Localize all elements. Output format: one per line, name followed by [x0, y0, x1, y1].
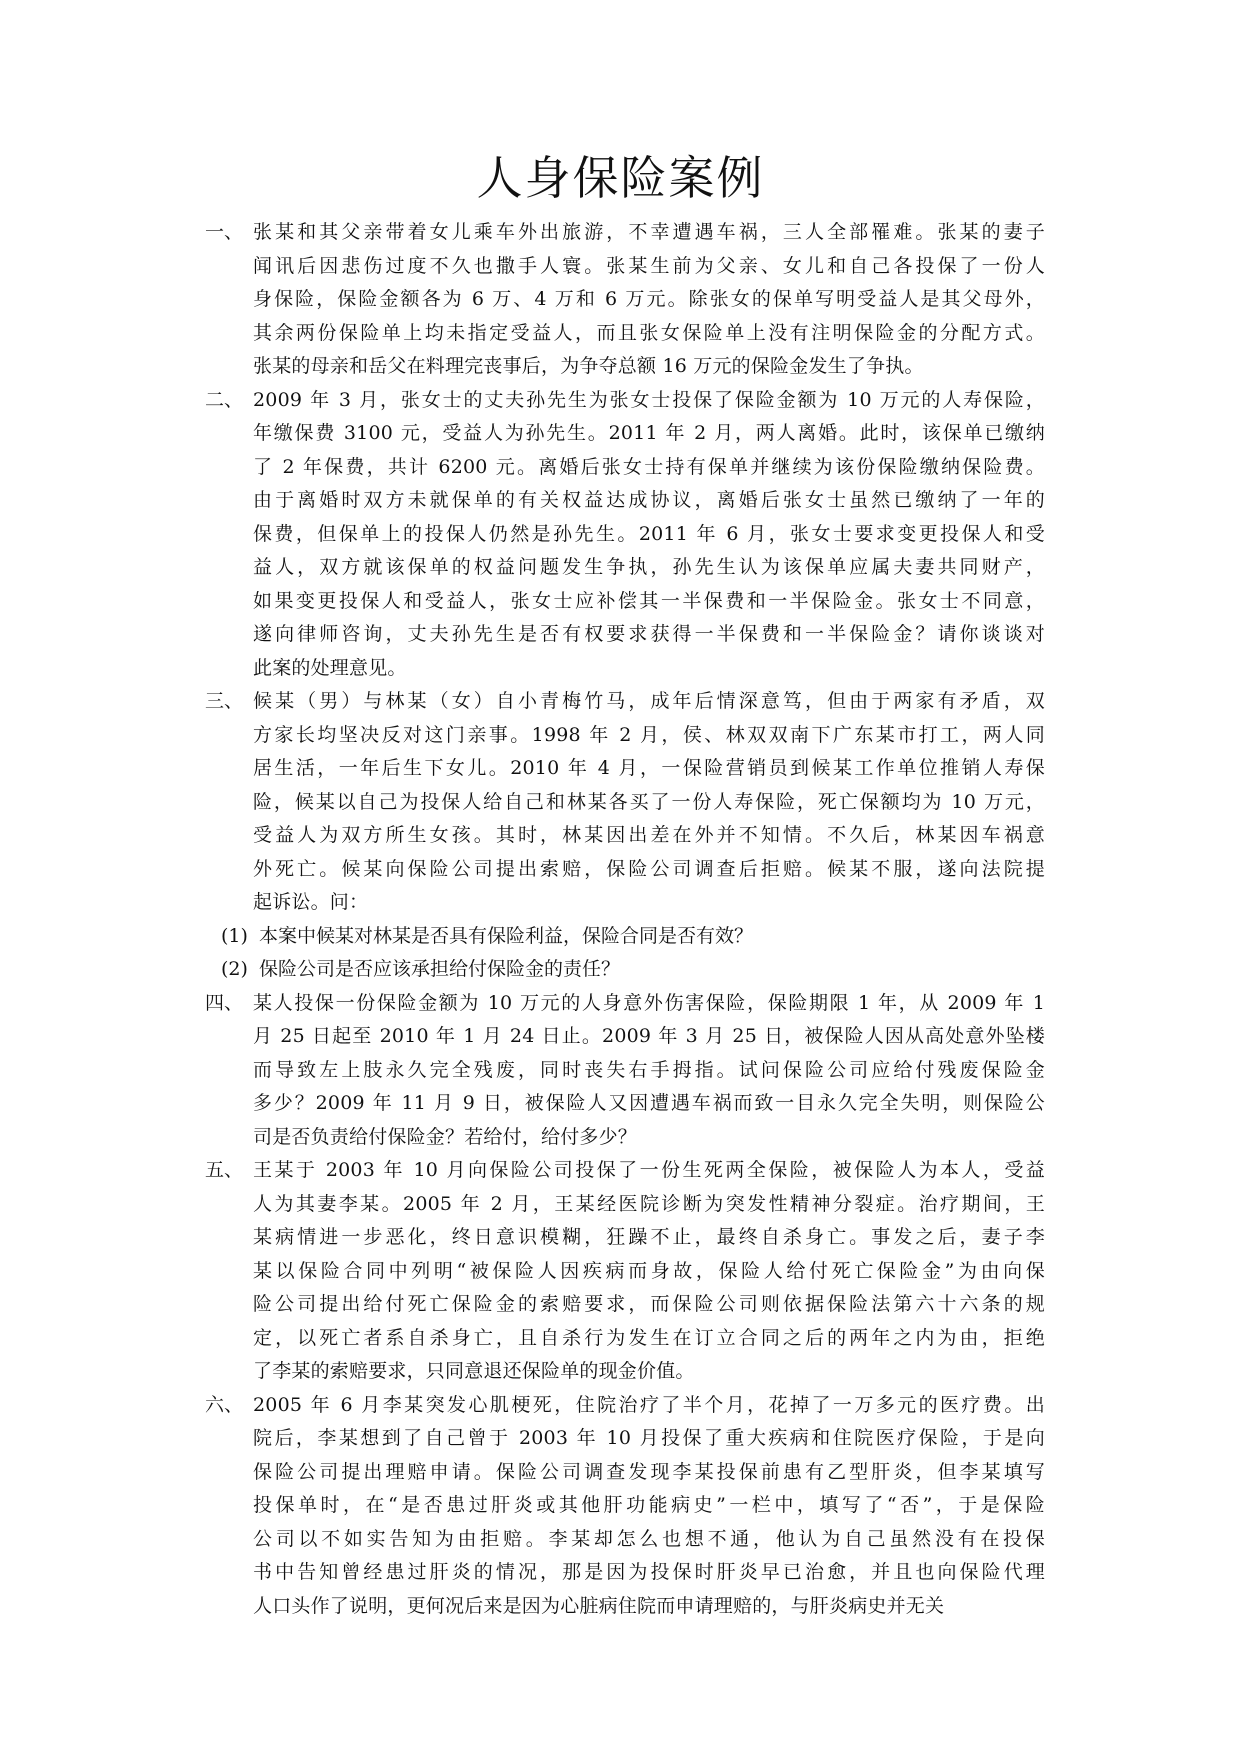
paragraph-line: 益人，双方就该保单的权益问题发生争执，孙先生认为该保单应属夫妻共同财产，	[253, 556, 1045, 578]
document-title: 人身保险案例	[476, 151, 765, 205]
question-number: (2)	[221, 958, 248, 980]
case-number: 一、	[205, 221, 244, 243]
case-number: 五、	[205, 1159, 244, 1181]
paragraph-line: 某病情进一步恶化，终日意识模糊，狂躁不止，最终自杀身亡。事发之后，妻子李	[253, 1226, 1045, 1248]
paragraph-line: 此案的处理意见。	[253, 656, 407, 679]
question-item	[205, 953, 1045, 987]
case-number: 六、	[205, 1393, 244, 1416]
paragraph-line: 如果变更投保人和受益人，张女士应补偿其一半保费和一半保险金。张女士不同意，	[253, 589, 1045, 612]
paragraph-line: 外死亡。候某向保险公司提出索赔，保险公司调查后拒赔。候某不服，遂向法院提	[253, 857, 1045, 880]
case-number: 三、	[205, 690, 244, 712]
paragraph-line: 某人投保一份保险金额为 10 万元的人身意外伤害保险，保险期限 1 年，从 2009 年 1	[253, 991, 1045, 1014]
paragraph-line: 受益人为双方所生女孩。其时，林某因出差在外并不知情。不久后，林某因车祸意	[253, 824, 1045, 846]
case-item	[205, 987, 1045, 1155]
question-number: (1)	[221, 924, 248, 947]
paragraph-line: 张某的母亲和岳父在料理完丧事后，为争夺总额 16 万元的保险金发生了争执。	[253, 355, 924, 377]
case-item	[205, 1154, 1045, 1389]
paragraph-line: 院后，李某想到了自己曾于 2003 年 10 月投保了重大疾病和住院医疗保险，于是向	[253, 1427, 1045, 1449]
question-item	[205, 920, 1045, 954]
paragraph-line: 年缴保费 3100 元，受益人为孙先生。2011 年 2 月，两人离婚。此时，该保单已缴纳	[253, 422, 1045, 444]
case-item	[205, 216, 1045, 384]
paragraph-line: 2009 年 3 月，张女士的丈夫孙先生为张女士投保了保险金额为 10 万元的人寿保险，	[253, 388, 1045, 411]
paragraph-line: 而导致左上肢永久完全残废，同时丧失右手拇指。试问保险公司应给付残废保险金	[253, 1058, 1045, 1081]
paragraph-line: 险，候某以自己为投保人给自己和林某各买了一份人寿保险，死亡保额均为 10 万元，	[253, 790, 1045, 813]
paragraph-line: 司是否负责给付保险金？若给付，给付多少？	[253, 1125, 638, 1148]
paragraph-line: 候某（男）与林某（女）自小青梅竹马，成年后情深意笃，但由于两家有矛盾，双	[253, 690, 1045, 712]
paragraph-line: 居生活，一年后生下女儿。2010 年 4 月，一保险营销员到候某工作单位推销人寿保	[253, 757, 1045, 779]
paragraph-line: 险公司提出给付死亡保险金的索赔要求，而保险公司则依据保险法第六十六条的规	[253, 1293, 1045, 1315]
case-item	[205, 384, 1045, 686]
question-text: 保险公司是否应该承担给付保险金的责任？	[259, 958, 621, 980]
paragraph-line: 2005 年 6 月李某突发心肌梗死，住院治疗了半个月，花掉了一万多元的医疗费。出	[253, 1393, 1045, 1416]
paragraph-line: 月 25 日起至 2010 年 1 月 24 日止。2009 年 3 月 25 日，被保险人因从高处意外坠楼	[253, 1025, 1045, 1047]
paragraph-line: 书中告知曾经患过肝炎的情况，那是因为投保时肝炎早已治愈，并且也向保险代理	[253, 1561, 1045, 1583]
case-item	[205, 1389, 1045, 1624]
case-item	[205, 685, 1045, 920]
document-body	[205, 216, 1045, 1623]
paragraph-line: 起诉讼。问：	[253, 891, 369, 913]
paragraph-line: 多少？2009 年 11 月 9 日，被保险人又因遭遇车祸而致一目永久完全失明，则保险公	[253, 1092, 1045, 1114]
case-number: 四、	[205, 991, 244, 1014]
paragraph-line: 遂向律师咨询，丈夫孙先生是否有权要求获得一半保费和一半保险金？请你谈谈对	[253, 623, 1045, 645]
question-text: 本案中候某对林某是否具有保险利益，保险合同是否有效？	[259, 924, 754, 947]
paragraph-line: 身保险，保险金额各为 6 万、4 万和 6 万元。除张女的保单写明受益人是其父母外，	[253, 288, 1045, 310]
paragraph-line: 公司以不如实告知为由拒赔。李某却怎么也想不通，他认为自己虽然没有在投保	[253, 1527, 1045, 1550]
case-number: 二、	[205, 388, 244, 411]
paragraph-line: 人口头作了说明，更何况后来是因为心脏病住院而申请理赔的，与肝炎病史并无关	[253, 1594, 945, 1617]
paragraph-line: 了 2 年保费，共计 6200 元。离婚后张女士持有保单并继续为该份保险缴纳保险费。	[253, 455, 1045, 478]
paragraph-line: 方家长均坚决反对这门亲事。1998 年 2 月，侯、林双双南下广东某市打工，两人同	[253, 723, 1045, 746]
paragraph-line: 张某和其父亲带着女儿乘车外出旅游，不幸遭遇车祸，三人全部罹难。张某的妻子	[253, 221, 1045, 243]
paragraph-line: 保险公司提出理赔申请。保险公司调查发现李某投保前患有乙型肝炎，但李某填写	[253, 1460, 1045, 1483]
paragraph-line: 定，以死亡者系自杀身亡，且自杀行为发生在订立合同之后的两年之内为由，拒绝	[253, 1326, 1045, 1349]
paragraph-line: 人为其妻李某。2005 年 2 月，王某经医院诊断为突发性精神分裂症。治疗期间，王	[253, 1192, 1045, 1215]
paragraph-line: 某以保险合同中列明“被保险人因疾病而身故，保险人给付死亡保险金”为由向保	[253, 1259, 1045, 1282]
paragraph-line: 保费，但保单上的投保人仍然是孙先生。2011 年 6 月，张女士要求变更投保人和受	[253, 522, 1045, 545]
paragraph-line: 了李某的索赔要求，只同意退还保险单的现金价值。	[253, 1360, 695, 1382]
paragraph-line: 闻讯后因悲伤过度不久也撒手人寰。张某生前为父亲、女儿和自己各投保了一份人	[253, 254, 1045, 277]
paragraph-line: 投保单时，在“是否患过肝炎或其他肝功能病史”一栏中，填写了“否”，于是保险	[253, 1494, 1045, 1516]
paragraph-line: 由于离婚时双方未就保单的有关权益达成协议，离婚后张女士虽然已缴纳了一年的	[253, 489, 1045, 511]
paragraph-line: 王某于 2003 年 10 月向保险公司投保了一份生死两全保险，被保险人为本人，受益	[253, 1159, 1045, 1181]
paragraph-line: 其余两份保险单上均未指定受益人，而且张女保险单上没有注明保险金的分配方式。	[253, 321, 1045, 344]
